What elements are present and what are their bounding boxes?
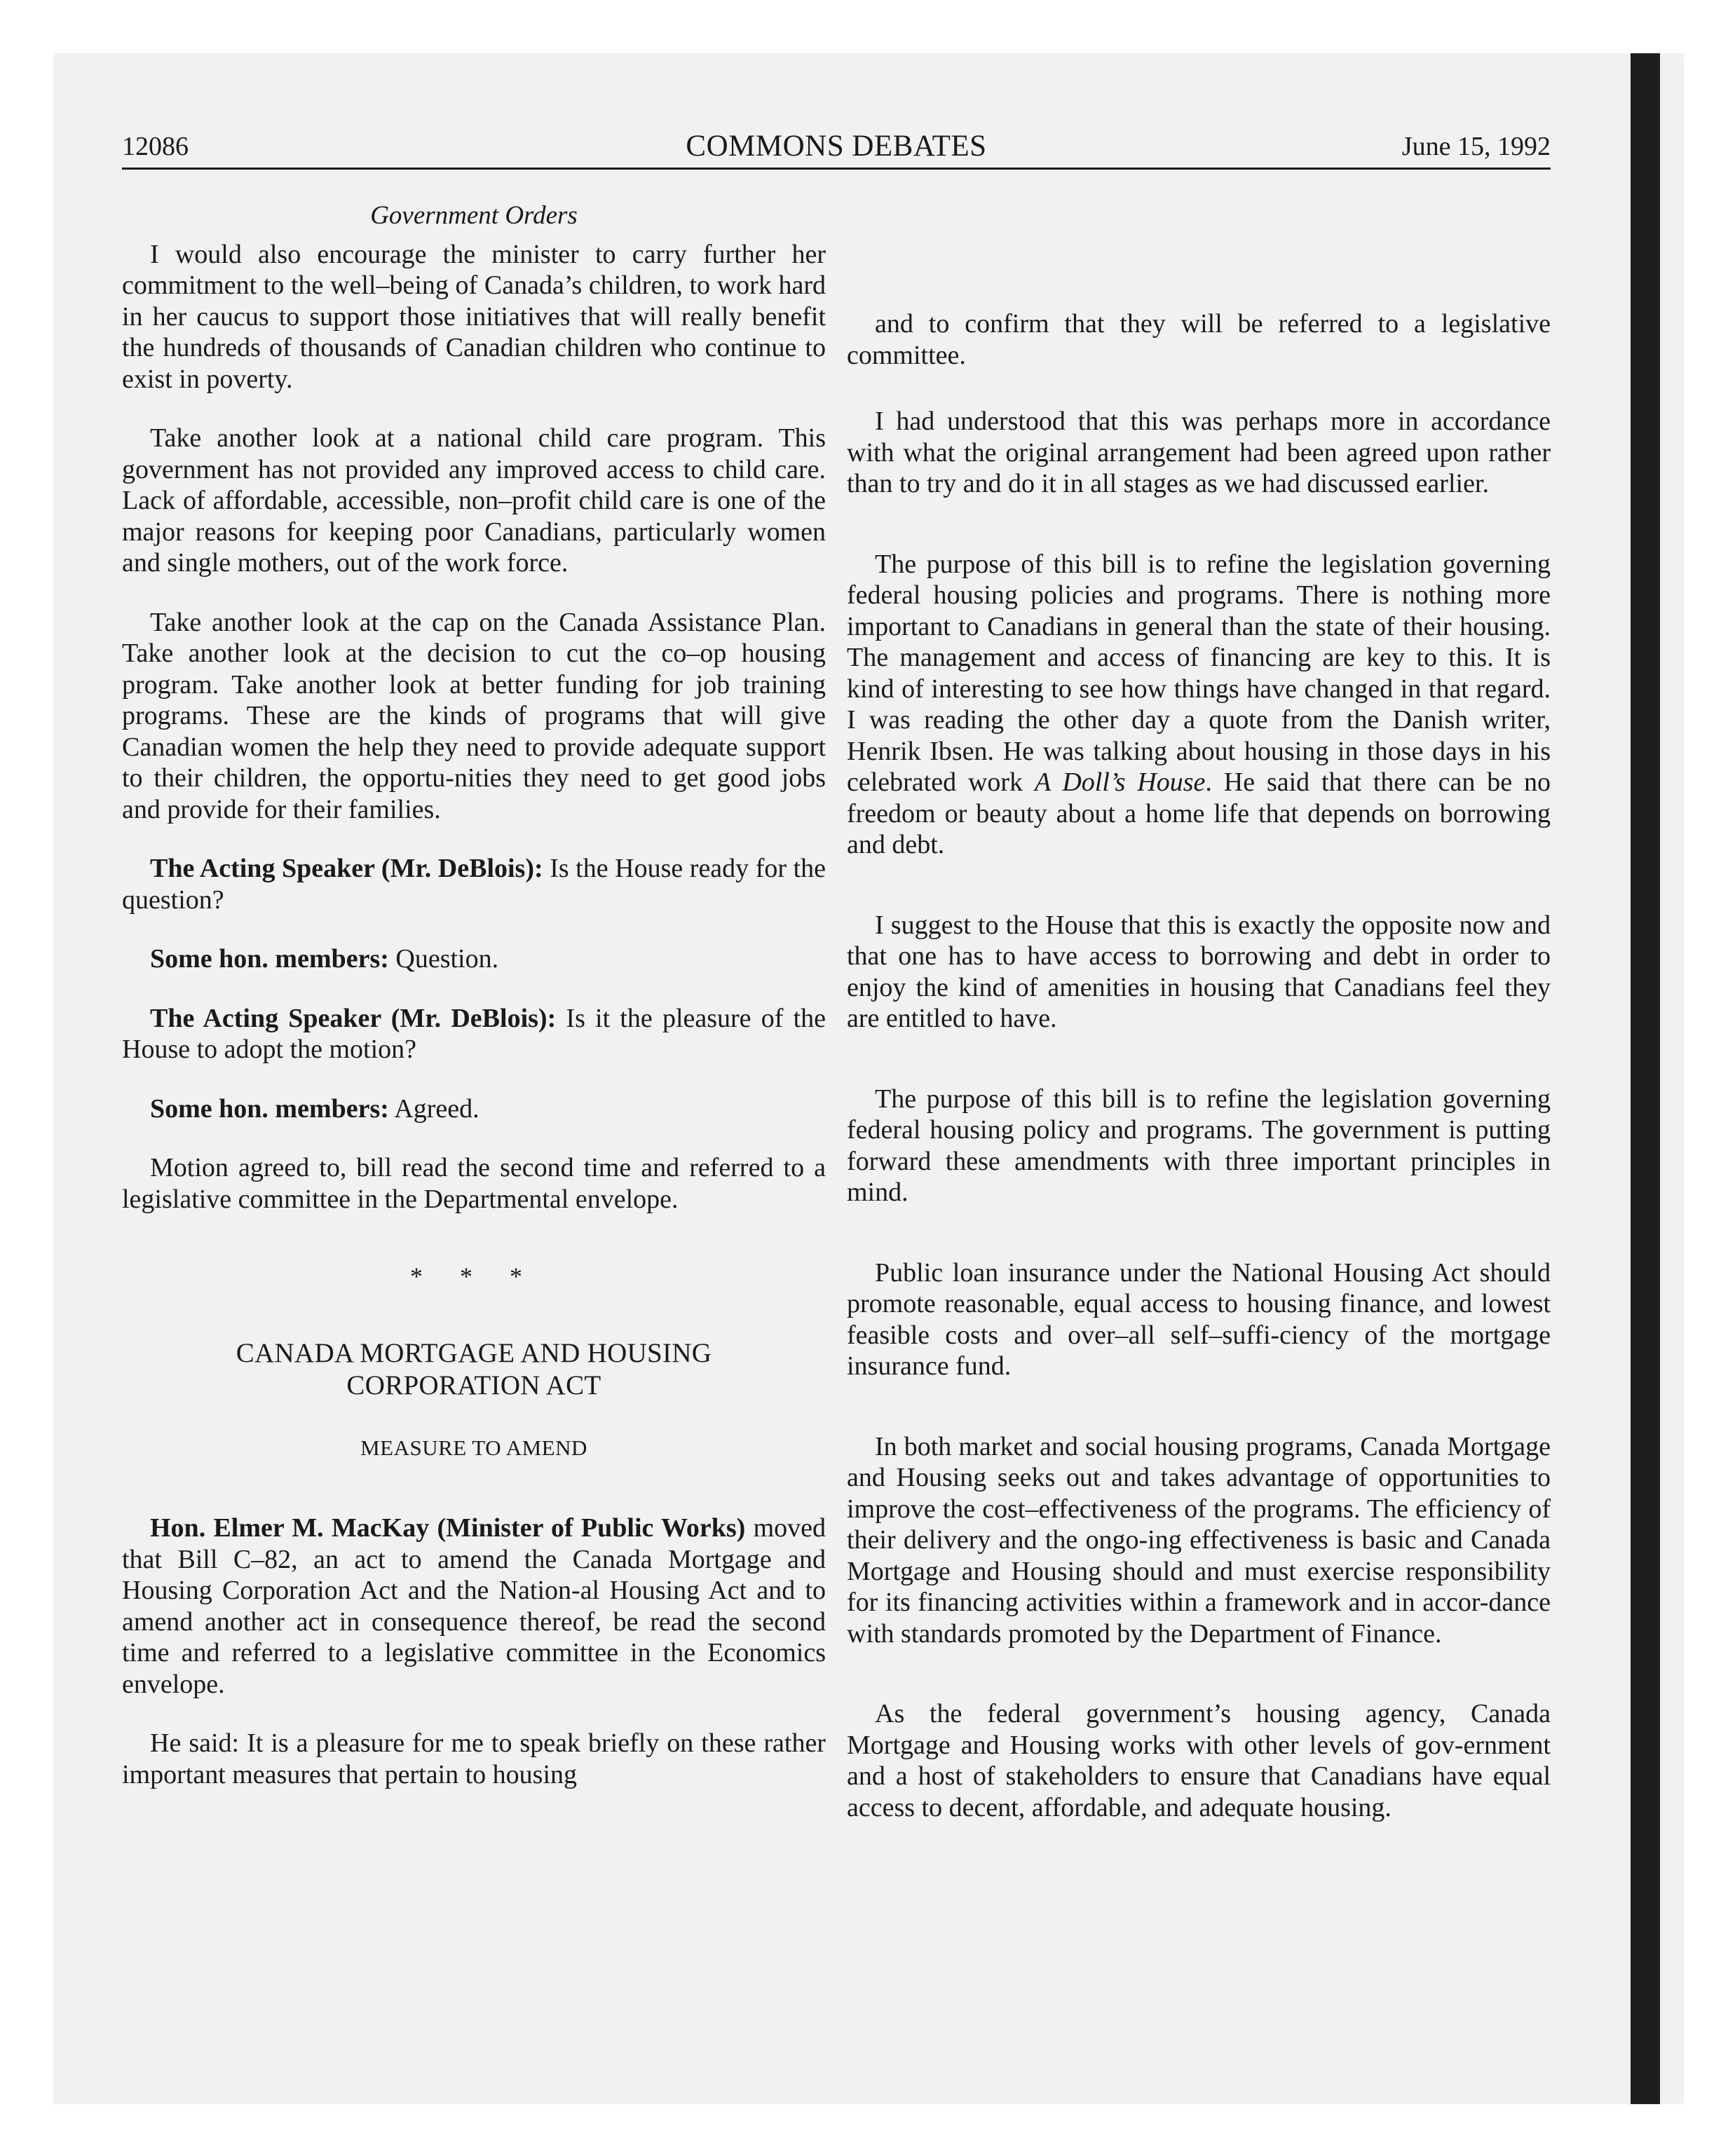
page-number: 12086 (122, 132, 189, 161)
paragraph-borrowing-debt: I suggest to the House that this is exactly the opposite now and that one has to have access to borrowing and debt in order to enjoy the kind of amenities in housing that Canadians feel they are entitled to have. (847, 910, 1551, 1033)
running-head (122, 129, 1551, 164)
motion-agreed-paragraph: Motion agreed to, bill read the second time and referred to a legislative committee in the Departmental envelope. (122, 1153, 826, 1214)
paragraph-child-care: Take another look at a national child care program. This government has not provided any improved access to child care. Lack of affordable, accessible, non–profit child care is one of the major reasons for keeping poor Canadians, particularly women and single mothers, out of the work force. (122, 423, 826, 578)
speaker-question-paragraph (122, 853, 826, 915)
members-question-paragraph (122, 943, 826, 975)
speaker-name: The Acting Speaker (Mr. DeBlois): (150, 854, 543, 883)
members-text: Question. (388, 944, 499, 974)
left-column (122, 200, 826, 1790)
paragraph-loan-insurance: Public loan insurance under the National Housing Act should promote reasonable, equal access to housing finance, and lowest feasible costs and over–all self–suffi-ciency of the mortgage insurance fund. (847, 1257, 1551, 1381)
speaker-text: Is the House ready for the question? (122, 854, 826, 915)
paragraph-legislative-committee: and to confirm that they will be referred to a legislative committee. (847, 309, 1551, 370)
scanned-page (53, 53, 1684, 2104)
paragraph-assistance-plan: Take another look at the cap on the Canada Assistance Plan. Take another look at the decision to cut the co–op housing program. Take another look at better funding for job training programs. These are the kinds of programs that will give Canadian women the help they need to provide adequate support to their children, the opportu-nities they need to get good jobs and provide for their families. (122, 607, 826, 824)
bill-title-line: CANADA MORTGAGE AND HOUSING (236, 1337, 712, 1368)
paragraph-market-social-housing: In both market and social housing programs, Canada Mortgage and Housing seeks out and takes advantage of opportunities to improve the cost–effectiveness of the programs. The efficiency of their delivery and the ongo-ing effectiveness is basic and Canada Mortgage and Housing should and must exercise responsibility for its financing activities within a framework and in accor-dance with standards promoted by the Department of Finance. (847, 1431, 1551, 1649)
paragraph-text: The purpose of this bill is to refine the legislation governing federal housing policies and programs. There is nothing more important to Canadians in general than the state of their housing. The management and access of financing are key to this. It is kind of interesting to see how things have changed in that regard. I was reading the other day a quote from the Danish writer, Henrik Ibsen. He was talking about housing in those days in his celebrated work (847, 549, 1551, 797)
speaker-motion-paragraph (122, 1003, 826, 1065)
mover-name: Hon. Elmer M. MacKay (Minister of Public Works) (150, 1513, 746, 1543)
bill-title-line: CORPORATION ACT (346, 1370, 601, 1400)
subheading: MEASURE TO AMEND (360, 1435, 587, 1460)
paragraph-housing-agency: As the federal government’s housing agency, Canada Mortgage and Housing works with other levels of gov-ernment and a host of stakeholders to ensure that Canadians have equal access to decent, affordable, and adequate housing. (847, 1699, 1551, 1822)
journal-title: COMMONS DEBATES (686, 130, 987, 163)
mover-text: moved that Bill C–82, an act to amend the Canada Mortgage and Housing Corporation Act and the Nation-al Housing Act and to amend another act in consequence thereof, be read the second time and referred to a legislative committee in the Economics envelope. (122, 1513, 826, 1699)
members-name: Some hon. members: (150, 1093, 389, 1124)
speaker-text: Is it the pleasure of the House to adopt the motion? (122, 1003, 826, 1064)
paragraph-child-wellbeing: I would also encourage the minister to carry further her commitment to the well–being of Canada’s children, to work hard in her caucus to support those initiatives that will really benefit the hundreds of thousands of Canadian children who continue to exist in poverty. (122, 239, 826, 394)
section-label: Government Orders (370, 201, 578, 230)
work-title: A Doll’s House (1034, 767, 1206, 797)
scan-edge-strip (1631, 53, 1660, 2104)
mover-paragraph (122, 1513, 826, 1700)
right-column (847, 200, 1551, 1823)
he-said-paragraph: He said: It is a pleasure for me to speak briefly on these rather important measures that pertain to housing (122, 1728, 826, 1789)
paragraph-purpose-ibsen (847, 549, 1551, 861)
members-text: Agreed. (388, 1093, 479, 1124)
members-agreed-paragraph (122, 1093, 826, 1125)
paragraph-original-arrangement: I had understood that this was perhaps more in accordance with what the original arrangement had been agreed upon rather than to try and do it in all stages as we had discussed earlier. (847, 407, 1551, 498)
header-rule (122, 168, 1551, 170)
paragraph-text: . He said that there can be no freedom or beauty about a home life that depends on borrowing and debt. (847, 767, 1551, 859)
section-separator-stars: * * * (410, 1262, 538, 1290)
speaker-name: The Acting Speaker (Mr. DeBlois): (150, 1003, 557, 1033)
paragraph-purpose-principles: The purpose of this bill is to refine the legislation governing federal housing policy and programs. The government is putting forward these amendments with three important principles in mind. (847, 1084, 1551, 1207)
header-date: June 15, 1992 (1401, 132, 1551, 161)
bill-title (122, 1337, 826, 1402)
members-name: Some hon. members: (150, 944, 389, 974)
